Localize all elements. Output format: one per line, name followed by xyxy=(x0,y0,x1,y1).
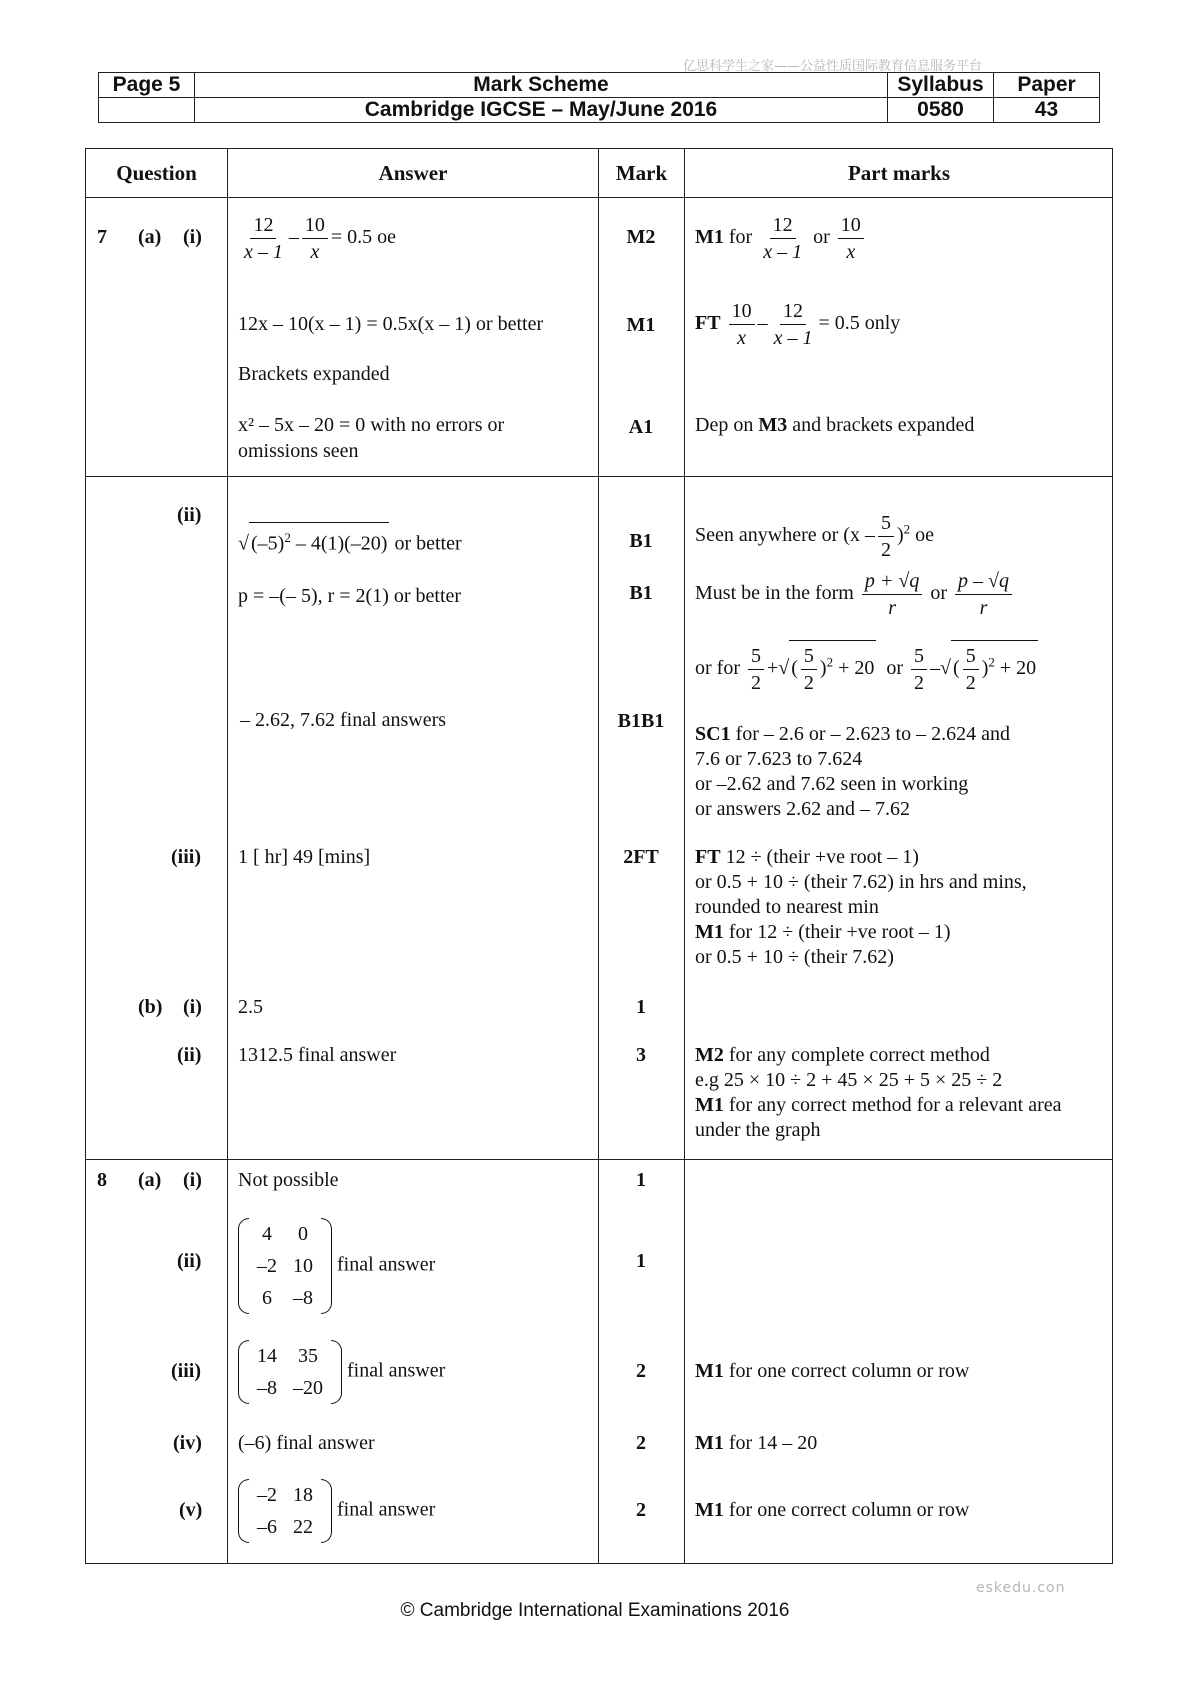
q7aiii-part-1: FT 12 ÷ (their +ve root – 1) xyxy=(695,846,919,868)
q7bii-mark: 3 xyxy=(636,1044,646,1066)
header-table xyxy=(98,72,1100,123)
watermark-bottom: eskedu.con xyxy=(976,1580,1066,1596)
doc-subtitle: Cambridge IGCSE – May/June 2016 xyxy=(195,98,888,123)
q7ai-part-1: M1 for $\frac{12}{x - 1}$ or $\frac{10}{x}$ xyxy=(695,212,867,265)
q7-a-iii-label: (iii) xyxy=(171,846,201,868)
q7ai-answer-3: Brackets expanded xyxy=(238,363,390,385)
q7bii-answer: 1312.5 final answer xyxy=(238,1044,397,1066)
q8ai-answer: Not possible xyxy=(238,1169,339,1191)
q7ai-mark-1: M2 xyxy=(626,226,656,248)
q7bii-part-1: M2 for any complete correct method xyxy=(695,1044,990,1066)
q7ai-answer-2: 12x – 10(x – 1) = 0.5x(x – 1) or better xyxy=(238,313,544,335)
q8aiii-answer: 14 35 –8 –20 final answer xyxy=(238,1340,445,1404)
q8av-matrix: –2 18 –6 22 xyxy=(238,1479,332,1543)
q8-part-a: (a) xyxy=(138,1169,162,1191)
q7aii-part-1: Seen anywhere or (x – $\frac{5}{2}$ )$^2$ oe xyxy=(695,512,935,561)
q7ai-answer-4b: omissions seen xyxy=(238,440,359,462)
q8aii-mark: 1 xyxy=(636,1250,646,1272)
q7aii-answer-1: √ $(-5)^2 - 4(1)(-20)$ or better xyxy=(238,522,462,557)
col-header-part-marks: Part marks xyxy=(847,161,951,185)
q7aiii-part-4: M1 for 12 ÷ (their +ve root – 1) xyxy=(695,921,951,943)
q7-number: 7 xyxy=(97,226,107,248)
q7aii-part-4c: or –2.62 and 7.62 seen in working xyxy=(695,773,969,795)
q7aiii-part-5: or 0.5 + 10 ÷ (their 7.62) xyxy=(695,946,894,968)
syllabus-code: 0580 xyxy=(888,98,994,123)
q7bi-answer: 2.5 xyxy=(238,996,263,1018)
q7bii-part-4: under the graph xyxy=(695,1119,821,1141)
page-number: Page 5 xyxy=(99,73,195,98)
q8-number: 8 xyxy=(97,1169,107,1191)
q7bii-part-2: e.g 25 × 10 ÷ 2 + 45 × 25 + 5 × 25 ÷ 2 xyxy=(695,1069,1003,1091)
q7bii-part-3: M1 for any correct method for a relevant area xyxy=(695,1094,1062,1116)
q8aii-matrix: 4 0 –2 10 6 –8 xyxy=(238,1218,332,1314)
watermark-top: 亿思科学生之家——公益性质国际教育信息服务平台 xyxy=(683,59,983,74)
q7-b-ii-label: (ii) xyxy=(177,1044,202,1066)
q7aii-part-2: Must be in the form $\frac{p + √q}{r}$ or $\frac{p - √q}{r}$ xyxy=(695,568,1015,621)
q8aiii-part: M1 for one correct column or row xyxy=(695,1360,970,1382)
q7-part-b: (b) xyxy=(138,996,163,1018)
q8aii-answer: 4 0 –2 10 6 –8 final answer xyxy=(238,1218,435,1314)
q7aiii-mark: 2FT xyxy=(623,846,659,868)
col-header-question: Question xyxy=(116,161,197,185)
q7aii-part-4b: 7.6 or 7.623 to 7.624 xyxy=(695,748,863,770)
q8-a-i-label: (i) xyxy=(183,1169,202,1191)
copyright-footer: © Cambridge International Examinations 2016 xyxy=(400,1600,790,1621)
q8aiv-mark: 2 xyxy=(636,1432,646,1454)
q8aiii-mark: 2 xyxy=(636,1360,646,1382)
q8av-answer: –2 18 –6 22 final answer xyxy=(238,1479,435,1543)
q7-b-i-label: (i) xyxy=(183,996,202,1018)
q8-a-iii-label: (iii) xyxy=(171,1360,201,1382)
col-header-mark: Mark xyxy=(615,161,668,185)
q7ai-answer-equation: $\frac{12}{x - 1}$ – $\frac{10}{x}$ = 0.5 oe xyxy=(244,214,397,263)
q7ai-part-3: Dep on M3 and brackets expanded xyxy=(695,414,975,436)
q7ai-answer-4a: x² – 5x – 20 = 0 with no errors or xyxy=(238,414,505,436)
q7aii-mark-2: B1 xyxy=(629,582,653,604)
q7aii-part-3: or for $\frac{5}{2}$ +√ ( $\frac{5}{2}$ )$^2$ + 20 or $\frac{5}{2}$ –√ ( $\frac{5}{2}$ )$^2$ + 20 xyxy=(695,640,1038,696)
syllabus-label: Syllabus xyxy=(888,73,994,98)
q7-a-i-label: (i) xyxy=(183,226,202,248)
q8-a-iv-label: (iv) xyxy=(173,1432,202,1454)
paper-number: 43 xyxy=(994,98,1100,123)
q8aiii-matrix: 14 35 –8 –20 xyxy=(238,1340,342,1404)
col-header-answer: Answer xyxy=(378,161,448,185)
q7aii-mark-1: B1 xyxy=(629,530,653,552)
q8aiv-part: M1 for 14 – 20 xyxy=(695,1432,818,1454)
q7bi-mark: 1 xyxy=(636,996,646,1018)
q7-a-ii-label: (ii) xyxy=(177,504,202,526)
q7aii-part-4a: SC1 for – 2.6 or – 2.623 to – 2.624 and xyxy=(695,723,1010,745)
q7aii-answer-3: – 2.62, 7.62 final answers xyxy=(240,709,447,731)
q7aii-mark-3: B1B1 xyxy=(617,710,665,732)
q8ai-mark: 1 xyxy=(636,1169,646,1191)
q7ai-mark-2: M1 xyxy=(626,314,656,336)
q8aiv-answer: (–6) final answer xyxy=(238,1432,375,1454)
q7-part-a: (a) xyxy=(138,226,162,248)
q7aii-answer-2: p = –(– 5), r = 2(1) or better xyxy=(238,585,462,607)
q7aiii-part-3: rounded to nearest min xyxy=(695,896,879,918)
q7aiii-part-2: or 0.5 + 10 ÷ (their 7.62) in hrs and mins, xyxy=(695,871,1027,893)
q8av-part: M1 for one correct column or row xyxy=(695,1499,970,1521)
q7aii-part-4d: or answers 2.62 and – 7.62 xyxy=(695,798,910,820)
doc-title: Mark Scheme xyxy=(195,73,888,98)
q7ai-mark-3: A1 xyxy=(628,416,654,438)
paper-label: Paper xyxy=(994,73,1100,98)
q7aiii-answer: 1 [ hr] 49 [mins] xyxy=(238,846,371,868)
q8-a-v-label: (v) xyxy=(179,1499,203,1521)
q7ai-part-2: FT $\frac{10}{x}$ – $\frac{12}{x - 1}$ = 0.5 only xyxy=(695,300,901,349)
q8av-mark: 2 xyxy=(636,1499,646,1521)
q8-a-ii-label: (ii) xyxy=(177,1250,202,1272)
